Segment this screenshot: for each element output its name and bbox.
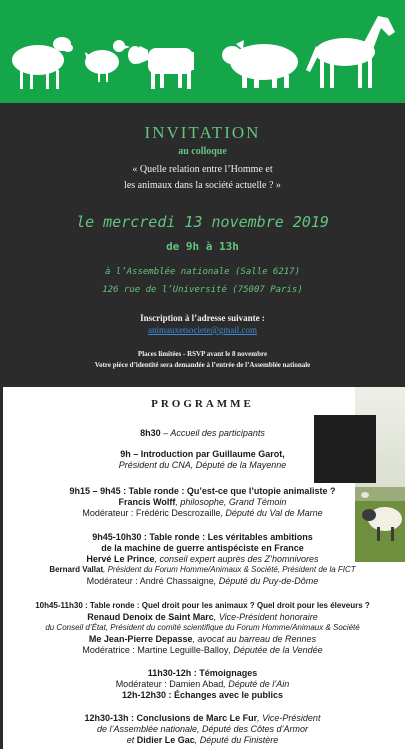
question-line-2: les animaux dans la société actuelle ? » [124,180,281,191]
session-antispeciste-title-1: 9h45-10h30 : Table ronde : Les véritables ambitions [92,532,313,542]
chicken-icon [85,40,130,82]
invitation-subtitle: au colloque [178,146,227,157]
session-introduction-role: Président du CNA, Député de la Mayenne [118,460,287,470]
invitation-title: INVITATION [144,123,261,142]
session-utopie-title: 9h15 – 9h45 : Table ronde : Qu’est-ce que l’utopie animaliste ? [69,486,336,496]
session-temoignages-moderator: Modérateur : Damien Abad, Député de l’Ain [115,679,290,689]
session-temoignages-title: 11h30-12h : Témoignages [147,668,258,678]
session-antispeciste-speaker-1: Hervé Le Prince, conseil expert auprès des Z’homnivores [86,554,319,564]
header-band [0,0,405,103]
session-droit-speaker-1: Renaud Denoix de Saint Marc, Vice-Président honoraire [87,612,318,622]
session-echanges-title: 12h-12h30 : Échanges avec le publics [121,690,284,700]
session-droit-title: 10h45-11h30 : Table ronde : Quel droit pour les animaux ? Quel droit pour les éleveurs ? [35,601,370,610]
event-time: de 9h à 13h [166,240,239,253]
session-antispeciste-moderator: Modérateur : André Chassaigne, Député du Puy-de-Dôme [86,576,319,586]
session-droit-moderator: Modératrice : Martine Leguille-Balloy, Députée de la Vendée [82,645,323,655]
event-venue: à l’Assemblée nationale (Salle 6217) [104,267,301,277]
session-utopie-moderator: Modérateur : Frédéric Descrozaille, Député du Val de Marne [82,508,323,518]
session-conclusions-title: 12h30-13h : Conclusions de Marc Le Fur, Vice-Président [84,713,321,723]
cow-icon [128,46,194,89]
session-utopie-speaker: Francis Wolff, philosophe, Grand Témoin [118,497,287,507]
programme-heading: PROGRAMME [151,398,254,410]
horse-icon [306,16,395,88]
session-introduction: 9h – Introduction par Guillaume Garot, [120,449,285,459]
session-antispeciste-title-2: de la machine de guerre antispéciste en France [101,543,304,553]
registration-label: Inscription à l’adresse suivante : [140,313,265,323]
session-conclusions-role: de l’Assemblée nationale, Député des Côtes d’Armor [96,724,309,734]
session-welcome: 8h30 – Accueil des participants [140,428,265,438]
question-line-1: « Quelle relation entre l’Homme et [132,164,273,175]
registration-email-link[interactable]: animauxetsociete@gmail.com [147,325,257,335]
pig-icon [222,40,298,88]
event-date: le mercredi 13 novembre 2019 [76,213,329,231]
event-address: 126 rue de l’Université (75007 Paris) [102,285,303,295]
session-droit-speaker-1-role: du Conseil d’État, Président du comité scientifique du Forum Homme/Animaux & Société [45,623,360,632]
session-conclusions-speaker-2: et Didier Le Gac, Député du Finistère [126,735,279,745]
animals-illustration [0,0,405,103]
id-notice: Votre pièce d’identité sera demandée à l’entrée de l’Assemblée nationale [94,361,311,369]
places-notice: Places limitées - RSVP avant le 8 novembre [137,350,268,358]
session-antispeciste-speaker-2: Bernard Vallat, Président du Forum Homme/Animaux & Société, Président de la FICT [49,565,356,574]
session-droit-speaker-2: Me Jean-Pierre Depasse, avocat au barreau de Rennes [88,634,317,644]
sheep-icon [12,37,73,89]
